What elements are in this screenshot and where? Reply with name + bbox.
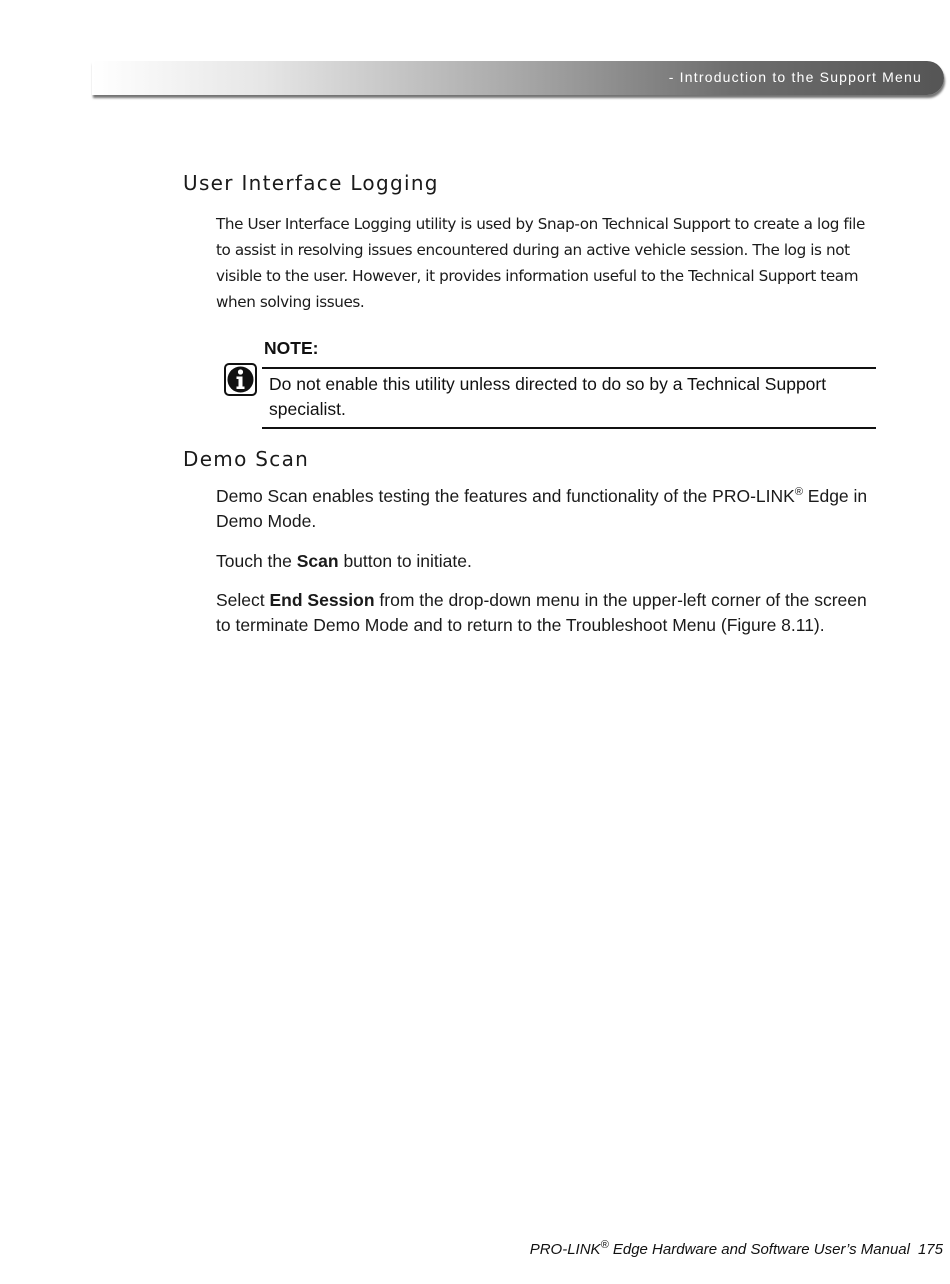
demo-paragraph-2 (216, 549, 876, 574)
demo-paragraph-1 (216, 484, 876, 533)
note-rule-bottom (262, 427, 876, 429)
page-footer (530, 1241, 943, 1258)
footer-brand: PRO-LINK (529, 1241, 601, 1258)
registered-mark: ® (794, 486, 803, 499)
info-icon (224, 363, 257, 396)
demo-p1-text: Demo Scan enables testing the features and functionality of the PRO-LINK (216, 486, 795, 506)
scan-button-reference: Scan (296, 551, 339, 571)
end-session-reference: End Session (269, 590, 375, 610)
note-rule-top (262, 367, 876, 369)
demo-p2-text-end: button to initiate. (338, 551, 472, 571)
demo-p3-text: Select (216, 590, 270, 610)
demo-p2-text: Touch the (216, 551, 297, 571)
footer-registered-mark: ® (600, 1239, 609, 1251)
footer-manual-title: Edge Hardware and Software User’s Manual (608, 1241, 910, 1258)
section-heading-demo-scan: Demo Scan (183, 447, 310, 471)
header-title: - Introduction to the Support Menu (668, 69, 922, 85)
section-heading-user-interface-logging: User Interface Logging (183, 171, 439, 195)
header-banner (92, 61, 944, 95)
page-number: 175 (917, 1241, 943, 1258)
demo-p1-text-end: Edge in Demo Mode. (216, 486, 868, 531)
note-text: Do not enable this utility unless directed to do so by a Technical Support specialist. (269, 374, 827, 419)
demo-paragraph-3 (216, 588, 876, 637)
demo-p3-text-end: from the drop-down menu in the upper-left corner of the screen to terminate Demo Mode and to return to the Troubleshoot Menu (Figure 8.11). (216, 590, 867, 635)
note-label: NOTE: (264, 338, 319, 358)
logging-body-text: The User Interface Logging utility is used by Snap-on Technical Support to create a log file to assist in resolving issues encountered during an active vehicle session. The log is not visible to the user. However, it provides information useful to the Technical Support team when solving issues. (216, 215, 865, 311)
